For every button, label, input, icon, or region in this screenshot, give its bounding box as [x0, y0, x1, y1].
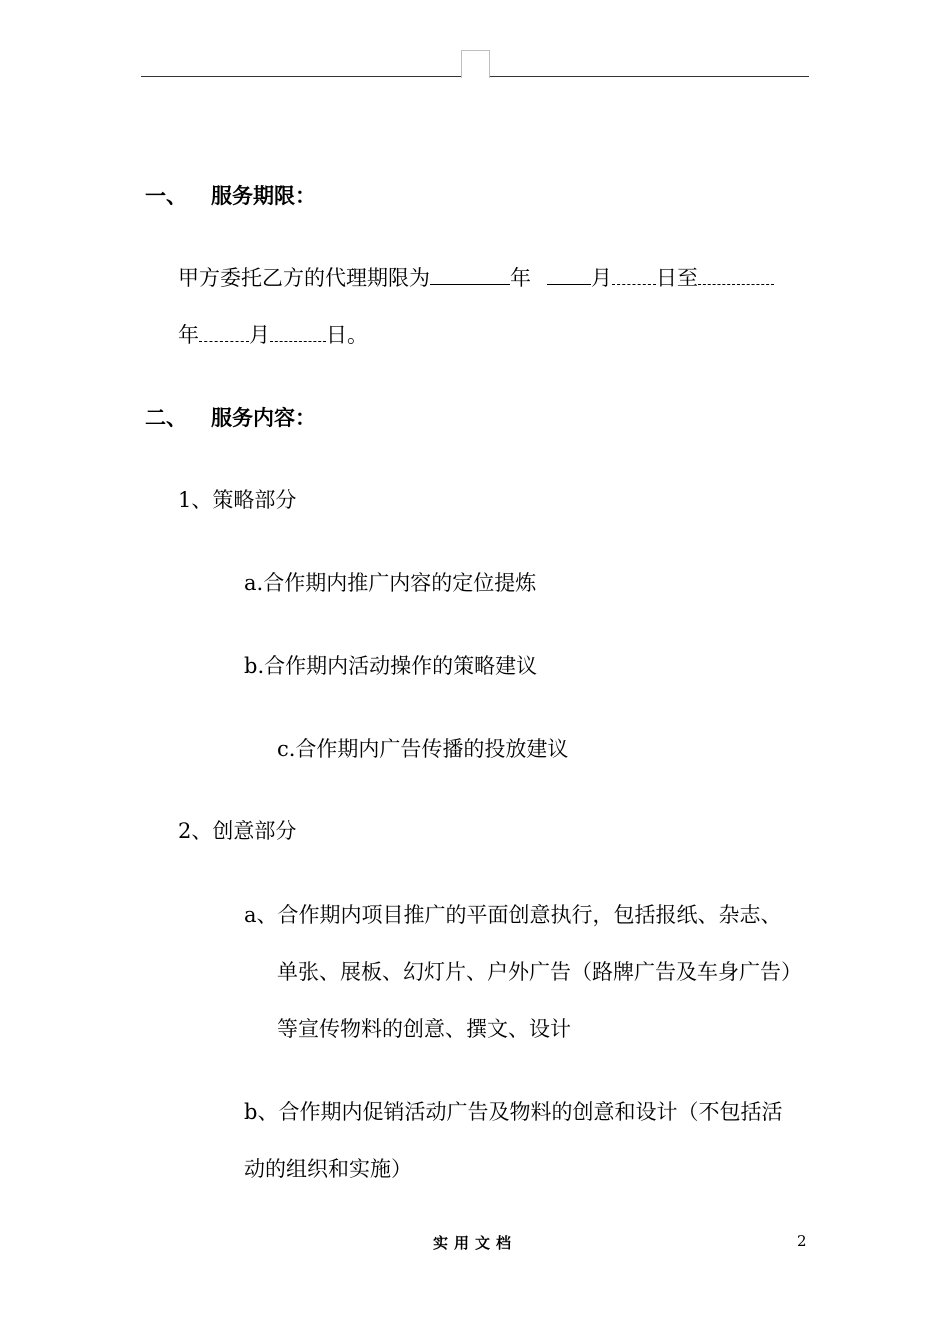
strategy-item-a: a.合作期内推广内容的定位提炼: [244, 571, 537, 595]
strategy-label: 1、策略部分: [178, 488, 297, 512]
page-number: 2: [797, 1232, 807, 1250]
creative-item-a-line-1: a、合作期内项目推广的平面创意执行，包括报纸、杂志、: [244, 903, 782, 927]
end-day-label: 日。: [326, 323, 368, 347]
section-1-title: 服务期限：: [211, 183, 316, 208]
year-label: 年: [510, 266, 531, 290]
creative-item-a-line-3: 等宣传物料的创意、撰文、设计: [277, 1017, 571, 1041]
section-1-heading: [145, 182, 316, 210]
section-2-heading: [145, 404, 316, 432]
month-label: 月: [591, 266, 612, 290]
day-to-label: 日至: [656, 266, 698, 290]
year-blank: [430, 264, 510, 285]
footer-title: 实用文档: [432, 1234, 517, 1252]
end-day-blank: [270, 321, 326, 342]
end-month-label: 月: [249, 323, 270, 347]
end-month-blank: [199, 321, 249, 342]
section-2-title: 服务内容：: [211, 405, 316, 430]
end-year-label: 年: [178, 323, 199, 347]
section-1-number: 一、: [145, 183, 187, 208]
day-blank: [612, 264, 656, 285]
end-year-blank: [698, 264, 774, 285]
term-line-2: [178, 321, 368, 349]
term-intro-text: 甲方委托乙方的代理期限为: [178, 266, 430, 290]
strategy-item-c: c.合作期内广告传播的投放建议: [277, 737, 569, 761]
month-blank: [547, 264, 591, 285]
header-box: [461, 50, 490, 78]
strategy-item-b: b.合作期内活动操作的策略建议: [244, 654, 538, 678]
creative-item-b-line-2: 动的组织和实施）: [244, 1157, 412, 1181]
creative-item-b-line-1: b、合作期内促销活动广告及物料的创意和设计（不包括活: [244, 1100, 783, 1124]
section-2-number: 二、: [145, 405, 187, 430]
creative-item-a-line-2: 单张、展板、幻灯片、户外广告（路牌广告及车身广告）: [277, 960, 802, 984]
creative-label: 2、创意部分: [178, 819, 297, 843]
term-line-1: [178, 264, 774, 292]
